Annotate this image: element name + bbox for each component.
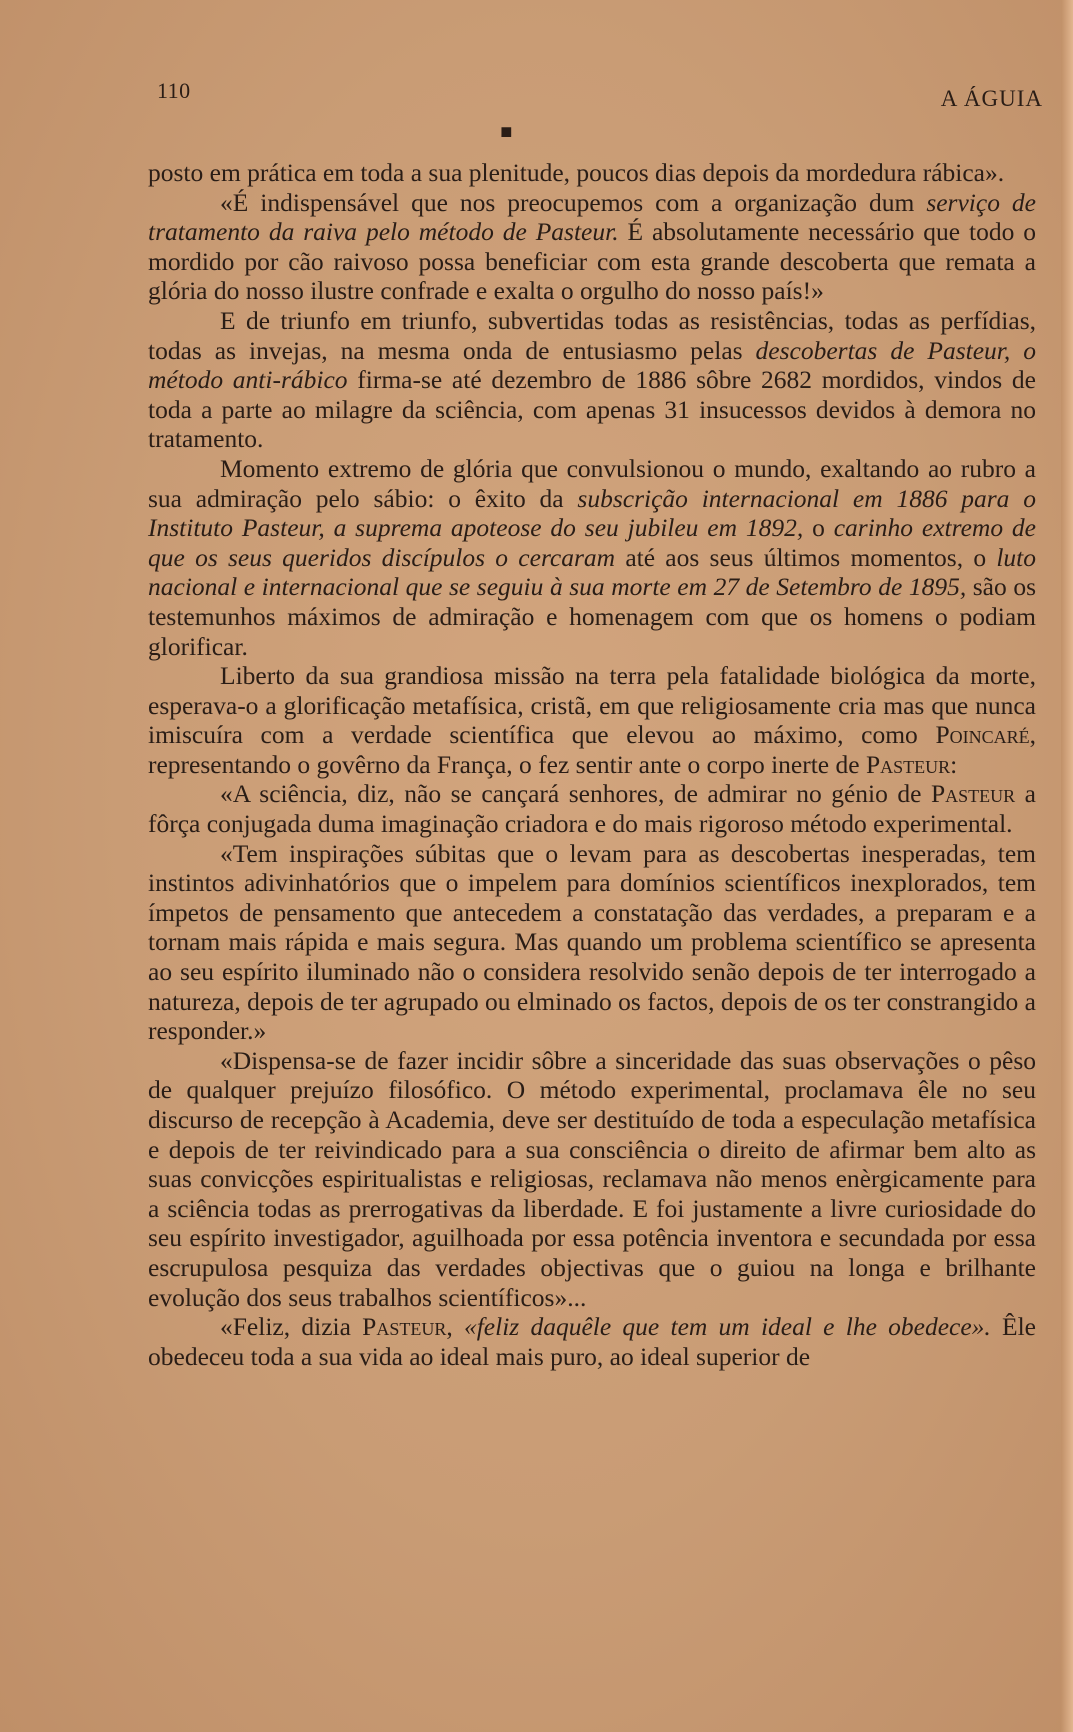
italic-run: descobertas de Pasteur, o método anti-rábico <box>148 335 1036 395</box>
text-run: E de triunfo em triunfo, subvertidas todas as resistências, todas as perfídias, todas as invejas, na mesma onda de entusiasmo pelas <box>148 305 1036 365</box>
text-run: , <box>446 1312 464 1342</box>
text-run: «Feliz, dizia <box>220 1312 363 1342</box>
body-text <box>148 158 1036 1371</box>
text-run: «É indispensável que nos preocupemos com a organização dum <box>220 187 927 217</box>
italic-run: serviço de tratamento da raiva pelo método de Pasteur. <box>148 187 1036 247</box>
ornament-mark: ◆ <box>495 119 520 144</box>
text-run: , representando o govêrno da França, o fez sentir ante o corpo inerte de <box>148 720 1036 779</box>
paragraph-4 <box>148 454 1036 661</box>
text-run: «Tem inspirações súbitas que o levam para as descobertas inesperadas, tem instintos adivinhatórios que o impelem para domínios scientíficos inexplorados, tem ímpetos de pensamento que antecedem a constatação das verdades, a preparam e a tornam mais rápida e mais segura. Mas quando um problema scientífico se apresenta ao seu espírito iluminado não o considera resolvido senão depois de ter interrogado a natureza, depois de ter agrupado ou elminado os factos, depois de os ter constrangido a responder.» <box>148 838 1036 1046</box>
paragraph-8 <box>148 1046 1036 1312</box>
text-run: É absolutamente necessário que todo o mordido por cão raivoso possa beneficiar com esta grande descoberta que remata a glória do nosso ilustre confrade e exalta o orgulho do nosso país!» <box>148 217 1036 306</box>
text-run: «A sciência, diz, não se cançará senhores, de admirar no génio de <box>220 779 931 809</box>
small-caps-name: Pasteur <box>362 1312 447 1342</box>
page-number: 110 <box>157 78 191 103</box>
text-run: Momento extremo de glória que convulsionou o mundo, exaltando ao rubro a sua admiração pelo sábio: o êxito da <box>148 453 1036 513</box>
paragraph-3 <box>148 306 1036 454</box>
running-title: A ÁGUIA <box>940 86 1043 111</box>
italic-run: subscrição internacional em 1886 para o Instituto Pasteur, a suprema apoteose do seu jubileu em 1892, <box>148 483 1036 543</box>
text-run: : <box>950 749 958 779</box>
text-run: firma-se até dezembro de 1886 sôbre 2682 mordidos, vindos de toda a parte ao milagre da sciência, com apenas 31 insucessos devidos à demora no tratamento. <box>148 365 1036 454</box>
paragraph-9 <box>148 1312 1036 1371</box>
paragraph-5 <box>148 661 1036 779</box>
paragraph-1 <box>148 158 1036 188</box>
text-run: Liberto da sua grandiosa missão na terra pela fatalidade biológica da morte, esperava-o a glorificação metafísica, cristã, em que religiosamente cria mas que nunca imiscuíra com a verdade scientífica que elevou ao máximo, como <box>148 661 1036 750</box>
small-caps-name: Pasteur <box>930 779 1016 809</box>
italic-run: «feliz daquêle que tem um ideal e lhe obedece». <box>463 1312 991 1342</box>
text-run: a fôrça conjugada duma imaginação criadora e do mais rigoroso método experimental. <box>148 779 1036 839</box>
italic-run: luto nacional e internacional que se seguiu à sua morte em 27 de Setembro de 1895, <box>148 542 1036 602</box>
italic-run: carinho extremo de que os seus queridos discípulos o cercaram <box>148 513 1036 572</box>
text-run: até aos seus últimos momentos, o <box>615 542 997 572</box>
text-run: Êle obedeceu toda a sua vida ao ideal mais puro, ao ideal superior de <box>148 1312 1037 1371</box>
small-caps-name: Poincaré <box>935 720 1030 750</box>
page-edge <box>1061 0 1073 1732</box>
small-caps-name: Pasteur <box>865 749 951 779</box>
text-run: «Dispensa-se de fazer incidir sôbre a sinceridade das suas observações o pêso de qualquer prejuízo filosófico. O método experimental, proclamava êle no seu discurso de recepção à Academia, deve ser destituído de toda a especulação metafísica e depois de ter reivindicado para a sua consciência o direito de afirmar bem alto as suas convicções espiritualistas e religiosas, reclamava não menos enèrgicamente para a sciência todas as prerrogativas da liberdade. E foi justamente a livre curiosidade do seu espírito investigador, aguilhoada por essa potência inventora e secundada por essa escrupulosa pesquiza das verdades objectivas que o guiou na longa e brilhante evolução dos seus trabalhos scientíficos»... <box>148 1045 1036 1312</box>
text-run: posto em prática em toda a sua plenitude, poucos dias depois da mordedura rábica». <box>148 158 1005 187</box>
text-run: o <box>803 513 834 543</box>
paragraph-2 <box>148 188 1036 306</box>
paragraph-7 <box>148 839 1036 1046</box>
paragraph-6 <box>148 779 1036 838</box>
text-run: são os testemunhos máximos de admiração e homenagem com que os homens o podiam glorificar. <box>148 572 1036 661</box>
